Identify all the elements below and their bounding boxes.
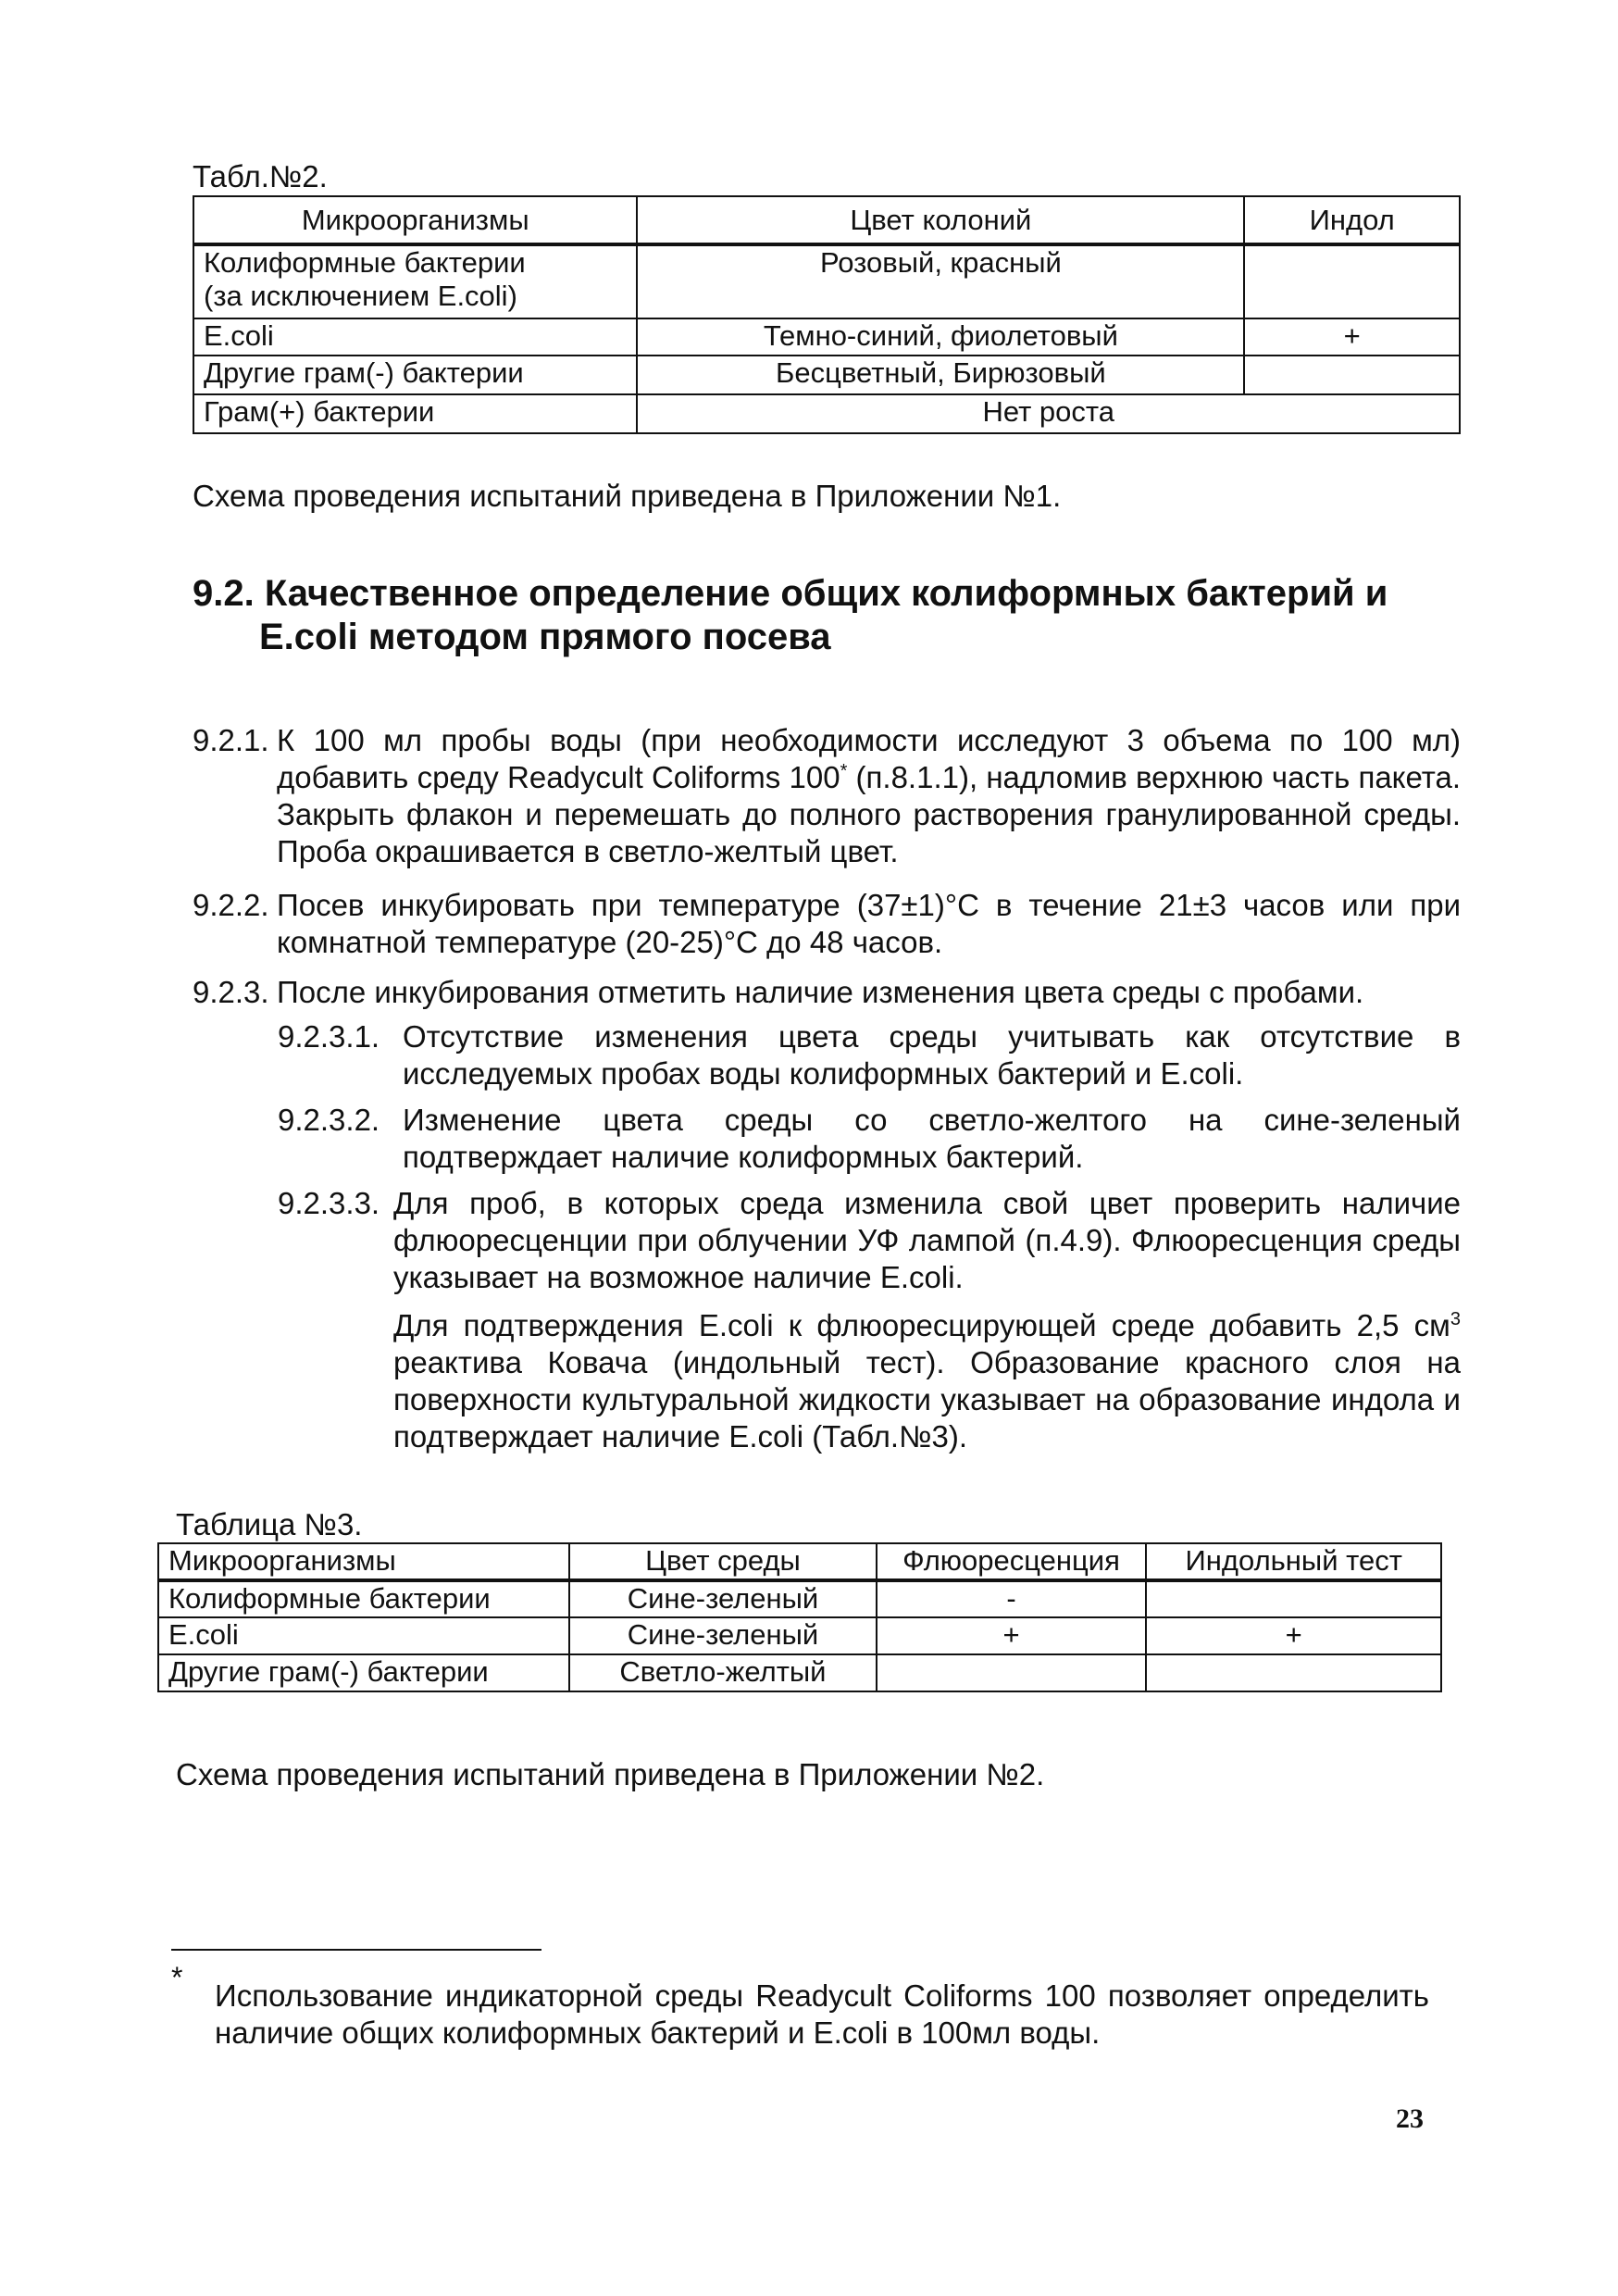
table-row [158, 1617, 1441, 1654]
table3-cell-indol [1146, 1654, 1441, 1691]
section-heading [193, 571, 1488, 616]
item-text: Посев инкубировать при температуре (37±1)°С в течение 21±3 часов или при комнатной температуре (20-25)°С до 48 часов. [277, 888, 1461, 959]
table3-cell-organism: E.coli [158, 1617, 569, 1654]
table2-header-cell: Цвет колоний [637, 196, 1244, 244]
table2-cell-organism: Другие грам(-) бактерии [193, 356, 637, 394]
organism-line: Колиформные бактерии [204, 246, 526, 279]
subitem-text: Отсутствие изменения цвета среды учитывать как отсутствие в исследуемых пробах воды колиформных бактерий и E.coli. [403, 1019, 1461, 1091]
table2-cell-organism: Грам(+) бактерии [193, 394, 637, 433]
confirm-text-part: Для подтверждения E.coli к флюоресцирующей среде добавить 2,5 см [393, 1308, 1450, 1342]
table3-caption: Таблица №3. [176, 1507, 363, 1541]
subitem-text: Изменение цвета среды со светло-желтого на сине-зеленый подтверждает наличие колиформных бактерий. [403, 1103, 1461, 1174]
item-number: 9.2.2. [193, 888, 269, 922]
page-number: 23 [1396, 2103, 1424, 2134]
table2-cell-organism: E.coli [193, 318, 637, 356]
table3-header-row [158, 1543, 1441, 1580]
table3-cell-color: Сине-зеленый [569, 1580, 876, 1617]
table2-cell-indol: + [1244, 318, 1460, 356]
item-text [277, 722, 1461, 870]
subitem-text: Для проб, в которых среда изменила свой цвет проверить наличие флюоресценции при облучении УФ лампой (п.4.9). Флюоресценция среды указывает на возможное наличие E.coli. [393, 1186, 1461, 1294]
item-text-part: (п.8.1.1), надломив верхнюю часть пакета. Закрыть флакон и перемешать до полного растворения гранулированной среды. Проба окрашивается в светло-желтый цвет. [277, 760, 1462, 868]
table2-cell-indol [1244, 244, 1460, 318]
organism-line: (за исключением E.coli) [204, 280, 517, 312]
table-row [193, 244, 1460, 318]
table3-cell-fluorescence: + [877, 1617, 1147, 1654]
table3-cell-color: Сине-зеленый [569, 1617, 876, 1654]
table2-cell-color: Темно-синий, фиолетовый [637, 318, 1244, 356]
scheme-note-2: Схема проведения испытаний приведена в Приложении №2. [176, 1757, 1045, 1791]
table-row [193, 318, 1460, 356]
table3-cell-organism: Другие грам(-) бактерии [158, 1654, 569, 1691]
table2-cell-indol [1244, 356, 1460, 394]
table2 [193, 195, 1461, 434]
table3-cell-organism: Колиформные бактерии [158, 1580, 569, 1617]
table2-header-cell: Индол [1244, 196, 1460, 244]
table3 [157, 1542, 1442, 1692]
item-number: 9.2.1. [193, 723, 269, 757]
footnote-text: Использование индикаторной среды Readycult Coliforms 100 позволяет определить наличие общих колиформных бактерий и E.coli в 100мл воды. [215, 1978, 1429, 2050]
table3-header-cell: Цвет среды [569, 1543, 876, 1580]
table3-header-cell: Индольный тест [1146, 1543, 1441, 1580]
table2-cell-organism [193, 244, 637, 318]
table3-cell-fluorescence [877, 1654, 1147, 1691]
table2-caption: Табл.№2. [193, 159, 328, 193]
table3-cell-fluorescence: - [877, 1580, 1147, 1617]
table3-header-cell: Флюоресценция [877, 1543, 1147, 1580]
table2-cell-color: Бесцветный, Бирюзовый [637, 356, 1244, 394]
superscript-exponent: 3 [1450, 1309, 1461, 1329]
confirmation-paragraph [393, 1307, 1461, 1455]
scheme-note-1: Схема проведения испытаний приведена в Приложении №1. [193, 479, 1062, 513]
section-title-line1: Качественное определение общих колиформных бактерий и [264, 573, 1388, 614]
subitem-number: 9.2.3.1. [278, 1019, 380, 1054]
item-number: 9.2.3. [193, 975, 269, 1009]
section-heading-cont: E.coli методом прямого посева [259, 617, 831, 657]
table2-header-cell: Микроорганизмы [193, 196, 637, 244]
table-row [193, 394, 1460, 433]
footnote-divider [171, 1949, 541, 1951]
table2-cell-color: Розовый, красный [637, 244, 1244, 318]
table-row [158, 1654, 1441, 1691]
table-row [158, 1580, 1441, 1617]
section-number: 9.2. [193, 573, 255, 614]
confirm-text-part: реактива Ковача (индольный тест). Образование красного слоя на поверхности культуральной жидкости указывает на образование индола и подтверждает наличие E.coli (Табл.№3). [393, 1345, 1461, 1454]
subitem-number: 9.2.3.2. [278, 1103, 380, 1137]
table3-cell-color: Светло-желтый [569, 1654, 876, 1691]
table2-cell-color: Нет роста [637, 394, 1460, 433]
table3-cell-indol [1146, 1580, 1441, 1617]
table-row [193, 356, 1460, 394]
table3-cell-indol: + [1146, 1617, 1441, 1654]
item-text-part: К 100 мл пробы воды (при необходимости исследуют 3 объема по 100 мл) добавить среду Readycult Coliforms 100 [277, 723, 1461, 794]
footnote-mark: * [171, 1961, 183, 1994]
footnote-marker: * [840, 761, 848, 781]
table3-header-cell: Микроорганизмы [158, 1543, 569, 1580]
table2-header-row [193, 196, 1460, 244]
subitem-number: 9.2.3.3. [278, 1186, 380, 1220]
item-text: После инкубирования отметить наличие изменения цвета среды с пробами. [277, 975, 1364, 1009]
